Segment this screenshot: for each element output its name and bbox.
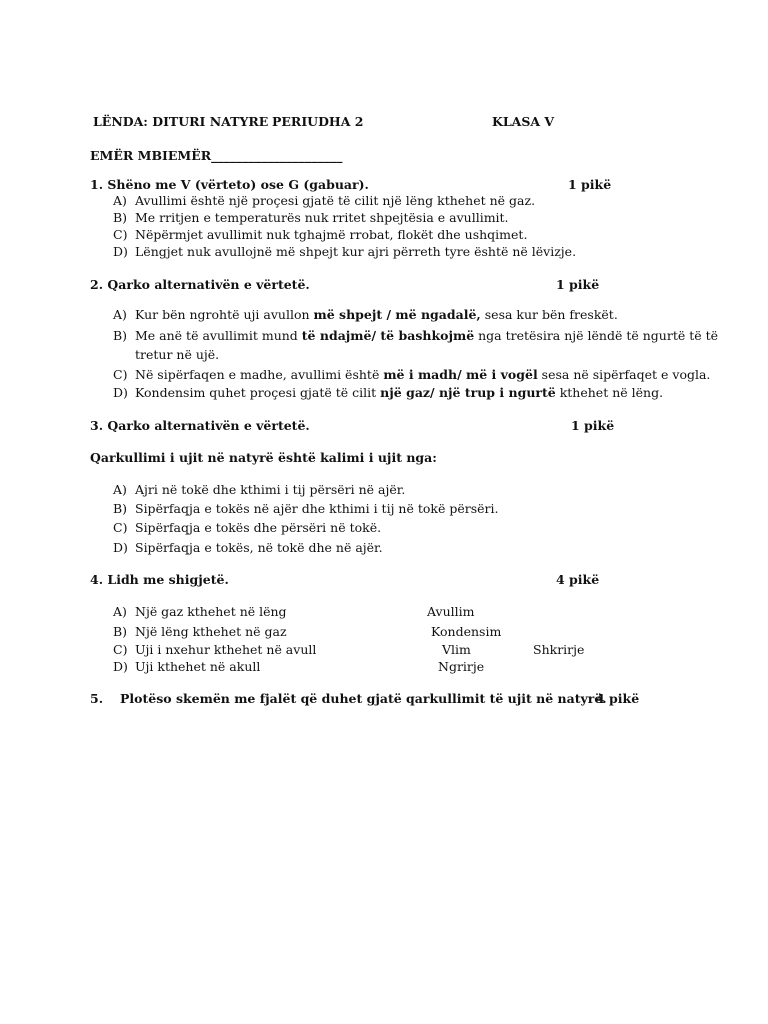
q3-title: 3. Qarko alternativën e vërtetë. xyxy=(90,418,310,433)
q4-title: 4. Lidh me shigjetë. xyxy=(90,572,229,587)
q2-title: 2. Qarko alternativën e vërtetë. xyxy=(90,277,310,292)
q4-item-a[interactable]: A) Një gaz kthehet në lëng xyxy=(113,604,287,619)
q5-title: Plotëso skemën me fjalët që duhet gjatë qarkullimit të ujit në natyrë. xyxy=(120,691,607,706)
q1-title: 1. Shëno me V (vërteto) ose G (gabuar). xyxy=(90,177,369,192)
class-label: KLASA V xyxy=(492,114,555,129)
q4-answer-ngrirje[interactable]: Ngrirje xyxy=(438,659,485,674)
q3-option-d[interactable]: D) Sipërfaqja e tokës, në tokë dhe në ajër. xyxy=(113,540,383,555)
q2-option-b[interactable]: B) Me anë të avullimit mund të ndajmë/ të bashkojmë nga tretësira një lëndë të ngurtë të të xyxy=(113,328,719,343)
q2-option-b-continued: tretur në ujë. xyxy=(135,347,220,362)
q4-answer-kondensim[interactable]: Kondensim xyxy=(431,624,502,639)
q1-points: 1 pikë xyxy=(568,177,612,192)
q4-item-b[interactable]: B) Një lëng kthehet në gaz xyxy=(113,624,287,639)
q1-option-a: A) Avullimi është një proçesi gjatë të cilit një lëng kthehet në gaz. xyxy=(113,193,536,208)
name-blank: _____________________ xyxy=(211,148,343,163)
q4-points: 4 pikë xyxy=(556,572,600,587)
q3-subtitle: Qarkullimi i ujit në natyrë është kalimi i ujit nga: xyxy=(90,450,437,465)
name-field[interactable] xyxy=(90,148,342,163)
period-label: PERIUDHA 2 xyxy=(272,114,364,129)
q1-option-b: B) Me rritjen e temperaturës nuk rritet shpejtësia e avullimit. xyxy=(113,210,509,225)
q2-points: 1 pikë xyxy=(556,277,600,292)
name-label: EMËR MBIEMËR xyxy=(90,148,212,163)
q4-answer-shkrirje[interactable]: Shkrirje xyxy=(533,642,585,657)
q2-option-c[interactable]: C) Në sipërfaqen e madhe, avullimi është më i madh/ më i vogël sesa në sipërfaqet e vogla. xyxy=(113,367,711,382)
q2-option-d[interactable]: D) Kondensim quhet proçesi gjatë të cilit një gaz/ një trup i ngurtë kthehet në lëng. xyxy=(113,385,664,400)
q4-item-c[interactable]: C) Uji i nxehur kthehet në avull xyxy=(113,642,317,657)
q3-option-c[interactable]: C) Sipërfaqja e tokës dhe përsëri në tokë. xyxy=(113,520,382,535)
q5-points: 4 pikë xyxy=(596,691,640,706)
q4-answer-avullim[interactable]: Avullim xyxy=(427,604,475,619)
q1-option-d: D) Lëngjet nuk avullojnë më shpejt kur ajri përreth tyre është në lëvizje. xyxy=(113,244,577,259)
q5-number: 5. xyxy=(90,691,104,706)
q2-option-a[interactable]: A) Kur bën ngrohtë uji avullon më shpejt / më ngadalë, sesa kur bën freskët. xyxy=(113,307,618,322)
q1-option-c: C) Nëpërmjet avullimit nuk tghajmë rrobat, flokët dhe ushqimet. xyxy=(113,227,528,242)
q3-option-a[interactable]: A) Ajri në tokë dhe kthimi i tij përsëri në ajër. xyxy=(113,482,406,497)
q4-item-d[interactable]: D) Uji kthehet në akull xyxy=(113,659,261,674)
subject-label: LËNDA: DITURI NATYRE xyxy=(93,114,269,129)
q3-option-b[interactable]: B) Sipërfaqja e tokës në ajër dhe kthimi i tij në tokë përsëri. xyxy=(113,501,499,516)
q3-points: 1 pikë xyxy=(571,418,615,433)
q4-answer-vlim[interactable]: Vlim xyxy=(442,642,471,657)
